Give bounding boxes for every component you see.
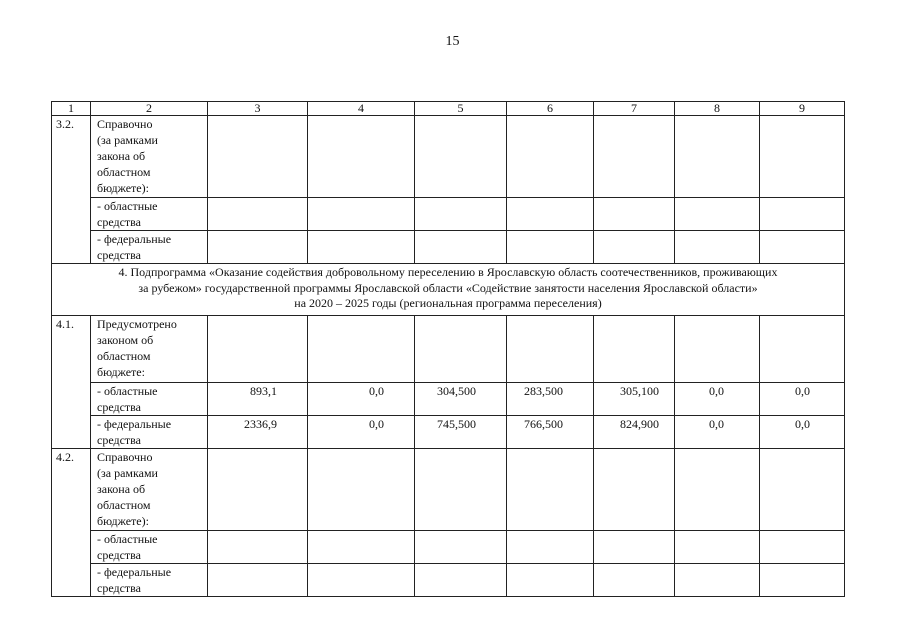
table-cell (594, 198, 675, 231)
column-header: 7 (594, 102, 675, 116)
table-cell (594, 231, 675, 264)
row-label-line: бюджете: (97, 365, 145, 379)
table-cell (507, 198, 594, 231)
row-label-line: - федеральные (97, 565, 172, 579)
table-cell (308, 198, 415, 231)
row-label-line: средства (97, 433, 142, 447)
table-cell (594, 116, 675, 198)
table-cell (760, 531, 845, 564)
table-cell (760, 116, 845, 198)
table-cell (208, 316, 308, 383)
table-row (52, 531, 845, 564)
table-cell (507, 116, 594, 198)
row-label-line: - областные (97, 532, 158, 546)
table-cell (415, 116, 507, 198)
table-cell (415, 198, 507, 231)
row-label-line: закона об (97, 482, 146, 496)
row-label (91, 198, 208, 231)
table-cell (507, 564, 594, 597)
table-cell (208, 231, 308, 264)
value-cell: 305,100 (594, 383, 675, 416)
value-cell: 0,0 (308, 383, 415, 416)
budget-table (51, 101, 845, 597)
row-label-line: Справочно (97, 450, 153, 464)
row-label-line: (за рамками (97, 466, 158, 480)
value-cell: 0,0 (675, 383, 760, 416)
table-row (52, 116, 845, 198)
table-cell (675, 316, 760, 383)
column-header: 3 (208, 102, 308, 116)
table-cell (308, 116, 415, 198)
table-cell (415, 449, 507, 531)
row-label-line: средства (97, 548, 142, 562)
row-label-line: средства (97, 581, 142, 595)
row-label-line: Справочно (97, 117, 153, 131)
table-cell (760, 564, 845, 597)
row-label-line: средства (97, 400, 142, 414)
table-cell (308, 531, 415, 564)
section-title-line: за рубежом» государственной программы Ярославской области «Содействие занятости населения Ярославской области» (138, 280, 758, 295)
table-cell (308, 564, 415, 597)
table-row (52, 416, 845, 449)
row-label-line: бюджете): (97, 514, 149, 528)
table-cell (675, 116, 760, 198)
value-cell: 0,0 (760, 416, 845, 449)
row-label-line: - федеральные (97, 232, 172, 246)
table-cell (594, 316, 675, 383)
table-cell (415, 531, 507, 564)
row-label-line: областном (97, 498, 151, 512)
column-header: 8 (675, 102, 760, 116)
table-cell (675, 449, 760, 531)
column-header: 1 (52, 102, 91, 116)
row-label (91, 316, 208, 383)
row-label-line: закона об (97, 149, 146, 163)
table-cell (308, 449, 415, 531)
table-cell (594, 449, 675, 531)
table-row (52, 449, 845, 531)
row-label (91, 564, 208, 597)
row-label-line: (за рамками (97, 133, 158, 147)
value-cell: 304,500 (415, 383, 507, 416)
value-cell: 824,900 (594, 416, 675, 449)
row-label-line: - федеральные (97, 417, 172, 431)
row-label (91, 416, 208, 449)
table-row (52, 383, 845, 416)
table-cell (507, 449, 594, 531)
row-number: 4.1. (52, 316, 91, 449)
table-cell (208, 531, 308, 564)
table-cell (760, 449, 845, 531)
value-cell: 0,0 (308, 416, 415, 449)
row-label (91, 531, 208, 564)
row-label (91, 116, 208, 198)
table-row (52, 231, 845, 264)
column-header: 9 (760, 102, 845, 116)
table-cell (760, 316, 845, 383)
table-cell (208, 116, 308, 198)
column-header: 6 (507, 102, 594, 116)
row-label-line: - областные (97, 384, 158, 398)
table-cell (308, 231, 415, 264)
row-label-line: областном (97, 349, 151, 363)
row-label-line: законом об (97, 333, 154, 347)
row-label-line: - областные (97, 199, 158, 213)
table-cell (208, 449, 308, 531)
table-header-row (52, 102, 845, 116)
row-number: 3.2. (52, 116, 91, 264)
table-cell (415, 316, 507, 383)
table-row (52, 316, 845, 383)
row-label (91, 449, 208, 531)
table-cell (675, 531, 760, 564)
table-cell (675, 198, 760, 231)
value-cell: 0,0 (675, 416, 760, 449)
row-label-line: Предусмотрено (97, 317, 177, 331)
table-cell (594, 564, 675, 597)
value-cell: 0,0 (760, 383, 845, 416)
column-header: 2 (91, 102, 208, 116)
section-title (52, 264, 845, 316)
table-row (52, 564, 845, 597)
row-label (91, 231, 208, 264)
table-cell (675, 564, 760, 597)
row-label-line: бюджете): (97, 181, 149, 195)
section-title-line: на 2020 – 2025 годы (региональная программа переселения) (294, 296, 602, 310)
row-number: 4.2. (52, 449, 91, 597)
table-cell (507, 231, 594, 264)
table-cell (507, 316, 594, 383)
table-cell (760, 198, 845, 231)
table-cell (308, 316, 415, 383)
section-row (52, 264, 845, 316)
table-cell (208, 198, 308, 231)
page-number: 15 (445, 34, 460, 49)
row-label-line: средства (97, 248, 142, 262)
table-cell (760, 231, 845, 264)
value-cell: 745,500 (415, 416, 507, 449)
table-cell (675, 231, 760, 264)
column-header: 4 (308, 102, 415, 116)
row-label-line: средства (97, 215, 142, 229)
value-cell: 283,500 (507, 383, 594, 416)
table-row (52, 198, 845, 231)
column-header: 5 (415, 102, 507, 116)
table-cell (594, 531, 675, 564)
value-cell: 766,500 (507, 416, 594, 449)
table-cell (208, 564, 308, 597)
section-title-line: 4. Подпрограмма «Оказание содействия добровольному переселению в Ярославскую область соотечественников, проживающих (118, 265, 778, 279)
row-label-line: областном (97, 165, 151, 179)
row-label (91, 383, 208, 416)
table-cell (415, 231, 507, 264)
table-cell (415, 564, 507, 597)
value-cell: 893,1 (208, 383, 308, 416)
table-cell (507, 531, 594, 564)
value-cell: 2336,9 (208, 416, 308, 449)
